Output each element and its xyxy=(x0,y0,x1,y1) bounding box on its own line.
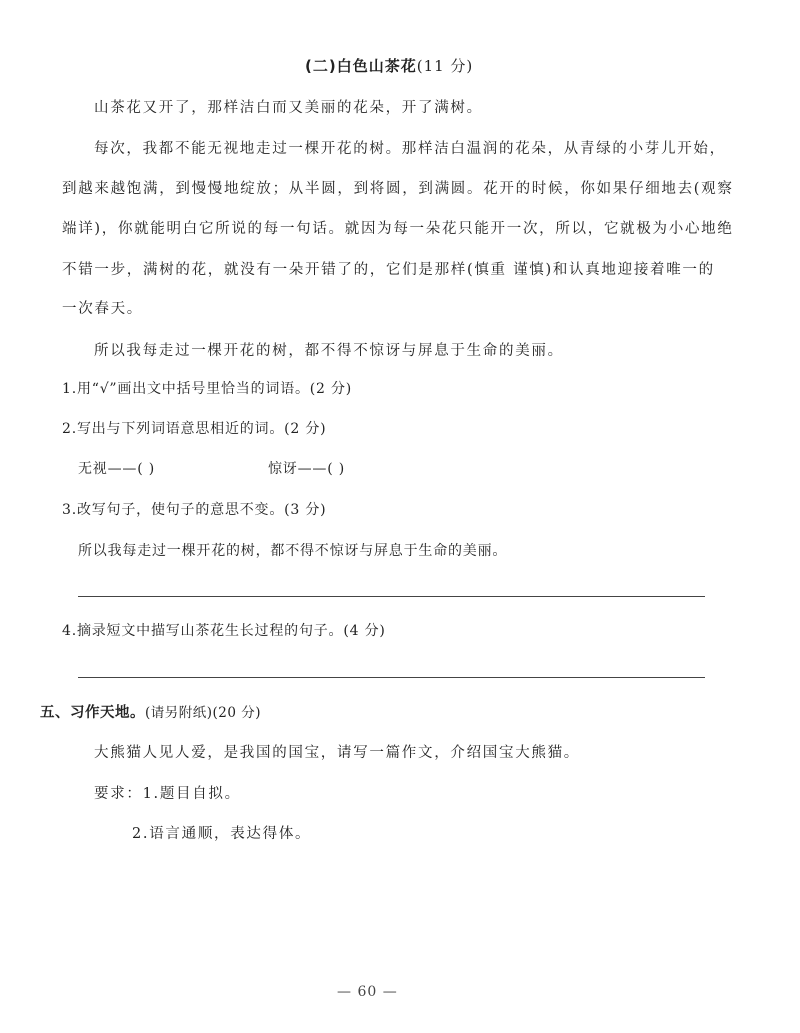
question-2-item-jingya: 惊讶——( ) xyxy=(268,461,345,477)
question-1: 1.用“√”画出文中括号里恰当的词语。(2 分) xyxy=(62,381,353,397)
section-5-note: (请另附纸)(20 分) xyxy=(145,705,262,721)
reading-title-score: (11 分) xyxy=(416,57,474,75)
reading-title xyxy=(305,55,473,76)
section-5-title: 五、习作天地。 xyxy=(40,705,145,721)
page-number: — 60 — xyxy=(337,984,398,1000)
question-2-item-wushi: 无视——( ) xyxy=(78,461,155,477)
question-2: 2.写出与下列词语意思相近的词。(2 分) xyxy=(62,421,327,437)
question-3-sentence: 所以我每走过一棵开花的树，都不得不惊讶与屏息于生命的美丽。 xyxy=(78,543,508,559)
question-4: 4.摘录短文中描写山茶花生长过程的句子。(4 分) xyxy=(62,623,386,639)
section-5-requirement-2: 2.语言通顺，表达得体。 xyxy=(132,826,312,842)
question-3: 3.改写句子，使句子的意思不变。(3 分) xyxy=(62,502,327,518)
section-5-requirement-1: 要求：1.题目自拟。 xyxy=(94,786,241,802)
passage-line-2: 每次，我都不能无视地走过一棵开花的树。那样洁白温润的花朵，从青绿的小芽儿开始， xyxy=(94,141,726,157)
passage-line-5: 不错一步，满树的花，就没有一朵开错了的，它们是那样(慎重 谨慎)和认真地迎接着唯一的 xyxy=(62,262,715,278)
reading-title-text: (二)白色山茶花 xyxy=(305,57,417,75)
passage-line-4: 端详)，你就能明白它所说的每一句话。就因为每一朵花只能开一次，所以，它就极为小心地绝 xyxy=(62,221,734,237)
passage-line-1: 山茶花又开了，那样洁白而又美丽的花朵，开了满树。 xyxy=(94,100,483,116)
passage-line-6: 一次春天。 xyxy=(62,301,143,317)
section-5-prompt: 大熊猫人见人爱，是我国的国宝，请写一篇作文，介绍国宝大熊猫。 xyxy=(94,745,580,761)
answer-line-q4[interactable] xyxy=(78,677,705,678)
section-5-heading xyxy=(40,701,261,722)
passage-line-3: 到越来越饱满，到慢慢地绽放；从半圆，到将圆，到满圆。花开的时候，你如果仔细地去(观察 xyxy=(62,181,734,197)
passage-line-7: 所以我每走过一棵开花的树，都不得不惊讶与屏息于生命的美丽。 xyxy=(94,343,564,359)
answer-line-q3[interactable] xyxy=(78,596,705,597)
